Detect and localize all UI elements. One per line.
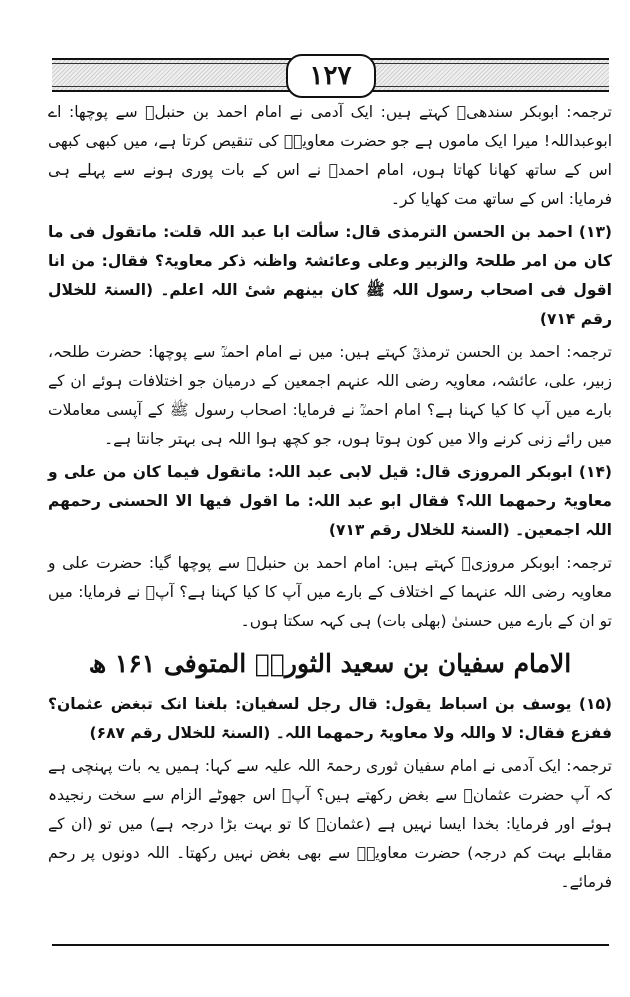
section-heading: الامام سفیان بن سعید الثوریؒ المتوفی ۱۶۱ ھ [88,649,572,678]
arabic-narration-13: (۱۳) احمد بن الحسن الترمذی قال: سألت ابا عبد اللہ قلت: ماتقول فی ما کان من امر طلحۃ والزبیر وعلی وعائشۃ واظنہ ذکر معاویۃ؟ فقال: من انا اقول فی اصحاب رسول اللہ ﷺ کان بینھم شیٔ اللہ اعلم۔ (السنۃ للخلال رقم ۷۱۴) [48,223,612,328]
translation-paragraph: ترجمہ: ایک آدمی نے امام سفیان ثوری رحمۃ اللہ علیہ سے کہا: ہمیں یہ بات پہنچی ہے کہ آپ حضرت عثمانؓ سے بغض رکھتے ہیں؟ آپؒ اس جھوٹے الزام سے سخت رنجیدہ ہوئے اور فرمایا: بخدا ایسا نہیں ہے (عثمانؓ کا تو بہت بڑا درجہ ہے) میں تو (ان کے مقابلے بہت کم درجہ) حضرت معاویہؓ سے بھی بغض نہیں رکھتا۔ اللہ دونوں پر رحم فرمائے۔ [48,757,612,891]
page-body [48,98,612,901]
footer-rule [52,944,609,946]
page-header-band [52,58,609,92]
arabic-narration-14: (۱۴) ابوبکر المروزی قال: قیل لابی عبد اللہ: ماتقول فیما کان من علی و معاویۃ رحمھما اللہ؟ فقال ابو عبد اللہ: ما اقول فیھا الا الحسنی رحمھم اللہ اجمعین۔ (السنۃ للخلال رقم ۷۱۳) [48,463,612,539]
translation-paragraph: ترجمہ: ابوبکر مروزیؒ کہتے ہیں: امام احمد بن حنبلؒ سے پوچھا گیا: حضرت علی و معاویہ رضی اللہ عنہما کے اختلاف کے بارے میں آپ کا کیا کہنا ہے؟ آپؒ نے فرمایا: میں تو ان کے بارے میں حسنیٰ (بھلی بات) ہی کہہ سکتا ہوں۔ [48,554,612,630]
translation-paragraph: ترجمہ: ابوبکر سندھیؒ کہتے ہیں: ایک آدمی نے امام احمد بن حنبلؒ سے پوچھا: اے ابوعبداللہ! میرا ایک ماموں ہے جو حضرت معاویہؓ کی تنقیص کرتا ہے، میں کبھی کبھی اس کے ساتھ کھانا کھاتا ہوں، امام احمدؒ نے اس کے بات پوری ہونے سے پہلے ہی فرمایا: اس کے ساتھ مت کھایا کر۔ [48,103,612,208]
page-number: ۱۲۷ [286,54,376,98]
translation-paragraph: ترجمہ: احمد بن الحسن ترمذیؒ کہتے ہیں: میں نے امام احمدؒ سے پوچھا: حضرت طلحہ، زبیر، علی، عائشہ، معاویہ رضی اللہ عنہم اجمعین کے درمیان جو اختلافات ہوئے ان کے بارے میں آپ کا کیا کہنا ہے؟ امام احمدؒ نے فرمایا: اصحاب رسول ﷺ کے آپسی معاملات میں رائے زنی کرنے والا میں کون ہوتا ہوں، جو کچھ ہوا اللہ ہی بہتر جانتا ہے۔ [48,343,612,448]
arabic-narration-15: (۱۵) یوسف بن اسباط یقول: قال رجل لسفیان: بلغنا انک تبغض عثمان؟ ففزع فقال: لا واللہ ولا معاویۃ رحمھما اللہ۔ (السنۃ للخلال رقم ۶۸۷) [48,695,612,742]
